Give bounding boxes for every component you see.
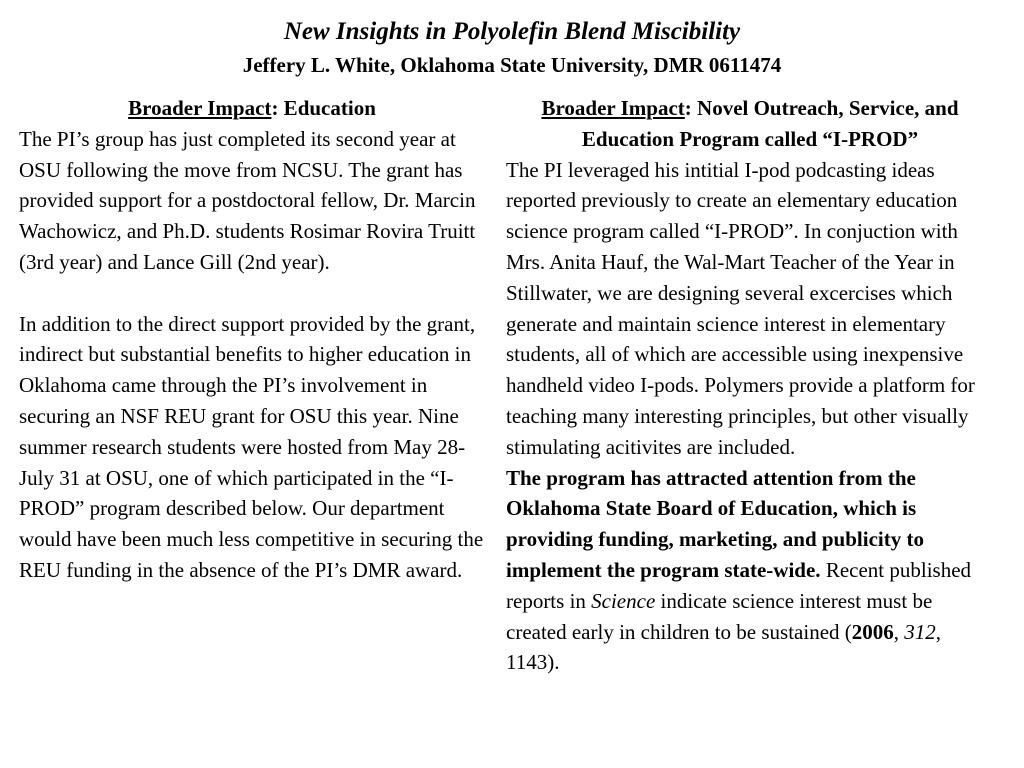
journal-name: Science bbox=[591, 588, 656, 613]
citation-pages: , 1143). bbox=[506, 619, 942, 675]
right-paragraph-2 bbox=[506, 463, 994, 679]
left-heading-rest: : Education bbox=[271, 96, 376, 120]
right-heading-underlined: Broader Impact bbox=[541, 96, 685, 120]
right-paragraph-1: The PI leveraged his intitial I-pod podcasting ideas reported previously to create an elementary education science program called “I-PROD”. In conjuction with Mrs. Anita Hauf, the Wal-Mart Teacher of the Year in Stillwater, we are designing several excercises which generate and maintain science interest in elementary students, all of which are accessible using inexpensive handheld video I-pods. Polymers provide a platform for teaching many interesting principles, but other visually stimulating acitivites are included. bbox=[506, 157, 975, 459]
paragraph-spacer bbox=[19, 278, 485, 309]
right-heading-rest: : Novel Outreach, Service, and Education Program called “I-PROD” bbox=[581, 96, 959, 151]
citation-volume: 312 bbox=[904, 619, 936, 644]
left-heading bbox=[19, 93, 485, 124]
left-paragraph-2: In addition to the direct support provided by the grant, indirect but substantial benefits to higher education in Oklahoma came through the PI’s involvement in securing an NSF REU grant for OSU this year. Nine summer research students were hosted from May 28-July 31 at OSU, one of which participated in the “I-PROD” program described below. Our department would have been much less competitive in securing the REU funding in the absence of the PI’s DMR award. bbox=[19, 311, 484, 582]
citation-year: 2006 bbox=[851, 619, 894, 644]
right-bold-statement: The program has attracted attention from the Oklahoma State Board of Education, which is providing funding, marketing, and publicity to implement the program state-wide. bbox=[506, 465, 924, 582]
right-heading bbox=[506, 93, 994, 155]
right-text-after-journal: indicate science interest must be created early in children to be sustained ( bbox=[506, 588, 933, 644]
slide-subtitle: Jeffery L. White, Oklahoma State University, DMR 0611474 bbox=[242, 53, 782, 77]
right-text-after-bold: Recent published reports in bbox=[506, 557, 972, 613]
left-paragraph-1: The PI’s group has just completed its second year at OSU following the move from NCSU. The grant has provided support for a postdoctoral fellow, Dr. Marcin Wachowicz, and Ph.D. students Rosimar Rovira Truitt (3rd year) and Lance Gill (2nd year). bbox=[19, 126, 476, 274]
slide-title: New Insights in Polyolefin Blend Miscibility bbox=[283, 18, 741, 45]
citation-separator: , bbox=[893, 619, 905, 644]
left-column bbox=[19, 93, 485, 586]
left-heading-underlined: Broader Impact bbox=[128, 96, 272, 120]
right-column bbox=[506, 93, 994, 678]
